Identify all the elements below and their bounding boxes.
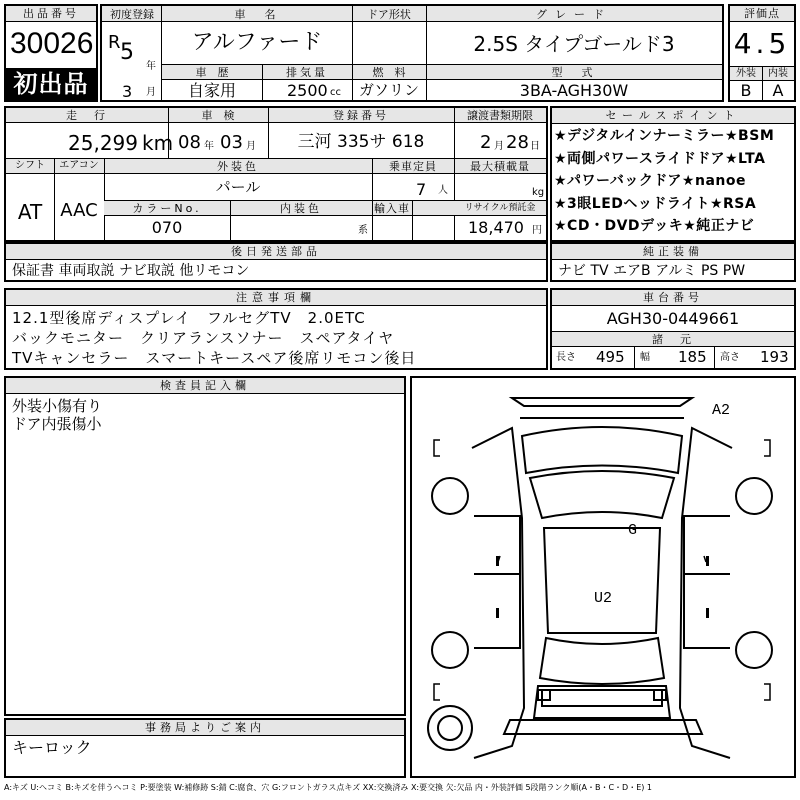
notes-label: 注意事項欄	[6, 290, 546, 306]
selling-points-box	[550, 106, 796, 242]
score-label: 評価点	[730, 6, 794, 22]
first-listing-badge	[6, 68, 96, 100]
selling-point-5: ★CD・DVDデッキ★純正ナビ	[554, 218, 755, 234]
width-value: 185	[678, 348, 707, 366]
selling-point-3: ★パワーバックドア★nanoe	[554, 173, 746, 189]
chassis-box	[550, 288, 796, 370]
first-listing-text: 初出品	[13, 70, 89, 98]
notes-box	[4, 288, 548, 370]
capacity-unit: 人	[438, 185, 448, 196]
ac-value: AAC	[60, 200, 98, 221]
mileage-value: 25,299	[68, 131, 138, 155]
transfer-month: 2	[480, 132, 492, 153]
import-label: 輸入車	[374, 202, 410, 215]
dimensions-label: 諸 元	[552, 332, 794, 347]
inspection-label: 車 検	[201, 109, 235, 122]
first-reg-month: 3	[122, 82, 133, 101]
interior-grade: A	[772, 81, 784, 100]
inspector-box	[4, 376, 406, 716]
shift-value: AT	[17, 200, 43, 224]
hood-outline	[522, 427, 682, 473]
first-reg-year-unit: 年	[146, 61, 156, 72]
front-bumper-outline	[512, 398, 692, 406]
wheel-right-front	[736, 478, 772, 514]
width-label: 幅	[640, 352, 650, 363]
selling-point-1: ★デジタルインナーミラー★BSM	[554, 128, 775, 144]
genuine-equipment-box	[550, 242, 796, 282]
later-parts-value: 保証書 車両取説 ナビ取説 他リモコン	[12, 263, 250, 279]
fuel-value: ガソリン	[358, 81, 419, 99]
displacement-label: 排気量	[286, 66, 328, 79]
recycle-label: リサイクル預託金	[464, 203, 536, 213]
lot-number: 30026	[10, 27, 94, 60]
car-name-value: アルファード	[191, 30, 323, 55]
color-no-label: カラーNo.	[132, 202, 202, 215]
mileage-unit: km	[142, 131, 174, 155]
selling-points-label: セールスポイント	[552, 108, 794, 124]
mark-u2: U2	[594, 590, 613, 607]
capacity-label: 乗車定員	[389, 160, 437, 173]
door-label: ドア形状	[367, 8, 411, 21]
transfer-month-unit: 月	[494, 141, 504, 152]
notes-line-3: TVキャンセラー スマートキースペア後席リモコン後日	[12, 349, 417, 367]
shift-label: シフト	[15, 160, 45, 171]
history-value: 自家用	[187, 81, 236, 100]
inspector-label: 検査員記入欄	[6, 378, 404, 394]
grade-value: 2.5S タイプゴールド3	[473, 32, 675, 56]
inspection-month-unit: 月	[246, 141, 256, 152]
int-color-label: 内装色	[280, 202, 322, 215]
inspection-year-unit: 年	[204, 141, 214, 152]
vehicle-header-box	[100, 4, 724, 102]
mark-g: G	[628, 522, 638, 539]
windshield-outline	[530, 471, 674, 518]
ext-color-value: パール	[215, 178, 261, 196]
wheel-left-front	[432, 478, 468, 514]
displacement-unit: cc	[330, 87, 341, 98]
ext-color-label: 外装色	[217, 160, 259, 173]
rear-bumper-lower	[504, 720, 702, 734]
max-load-label: 最大積載量	[470, 160, 530, 173]
chassis-value: AGH30-0449661	[606, 309, 740, 328]
lot-box	[4, 4, 98, 102]
max-load-unit: kg	[532, 187, 545, 198]
later-parts-box	[4, 242, 548, 282]
recycle-value: 18,470	[468, 218, 524, 237]
transfer-day: 28	[506, 132, 529, 153]
car-diagram-box	[410, 376, 796, 778]
car-diagram	[412, 378, 794, 776]
selling-point-4: ★3眼LEDヘッドライト★RSA	[554, 196, 757, 212]
inspector-line-1: 外装小傷有り	[12, 397, 103, 415]
transfer-label: 譲渡書類期限	[467, 109, 533, 122]
capacity-value: 7	[416, 180, 427, 199]
selling-point-2: ★両側パワースライドドア★LTA	[554, 151, 766, 167]
info-box	[4, 106, 548, 242]
color-no-value: 070	[151, 218, 183, 237]
genuine-equipment-label: 純正装備	[552, 244, 794, 260]
plate-label: 登録番号	[333, 109, 389, 122]
recycle-unit: 円	[532, 225, 542, 236]
height-label: 高さ	[720, 352, 740, 363]
office-box	[4, 718, 406, 778]
spare-wheel	[428, 706, 472, 750]
inspection-month: 03	[220, 132, 243, 153]
lot-label: 出品番号	[6, 6, 96, 22]
notes-line-1: 12.1型後席ディスプレイ フルセグTV 2.0ETC	[12, 309, 366, 327]
first-reg-label: 初度登録	[110, 8, 154, 21]
genuine-equipment-value: ナビ TV エアB アルミ PS PW	[558, 263, 746, 279]
chassis-label: 車台番号	[552, 290, 794, 306]
wheel-left-rear	[432, 632, 468, 668]
rear-bumper-outline	[542, 690, 662, 706]
office-label: 事務局よりご案内	[6, 720, 404, 736]
score-box	[728, 4, 796, 102]
rear-window-outline	[540, 638, 664, 684]
body-outline-right	[680, 428, 732, 758]
transfer-day-unit: 日	[530, 141, 540, 152]
length-value: 495	[596, 348, 625, 366]
inspection-year: 08	[178, 132, 201, 153]
fuel-label: 燃 料	[372, 66, 406, 79]
model-code-label: 型 式	[551, 66, 597, 79]
first-reg-month-unit: 月	[146, 87, 156, 98]
height-value: 193	[760, 348, 789, 366]
later-parts-label: 後日発送部品	[6, 244, 546, 260]
history-label: 車 歴	[195, 66, 229, 79]
length-label: 長さ	[556, 352, 576, 363]
inspector-line-2: ドア内張傷小	[12, 415, 102, 433]
int-color-unit: 系	[358, 225, 368, 236]
notes-line-2: バックモニター クリアランスソナー スペアタイヤ	[12, 329, 395, 347]
exterior-label: 外装	[736, 68, 756, 79]
first-reg-era: R	[108, 32, 121, 53]
body-outline-left	[472, 428, 524, 758]
displacement-value: 2500	[287, 81, 328, 100]
office-value: キーロック	[12, 738, 92, 757]
car-name-label: 車 名	[234, 8, 280, 21]
roof-outline	[544, 528, 660, 633]
interior-label: 内装	[768, 68, 788, 79]
ac-label: エアコン	[59, 160, 99, 171]
exterior-grade: B	[740, 81, 752, 100]
model-code-value: 3BA-AGH30W	[519, 81, 629, 100]
plate-value: 三河 335サ 618	[297, 132, 425, 152]
grade-label: グレード	[536, 8, 612, 21]
mileage-label: 走 行	[66, 109, 108, 122]
wheel-right-rear	[736, 632, 772, 668]
legend-footer: A:キズ U:ヘコミ B:キズを伴うヘコミ P:要塗装 W:補修跡 S:錆 C:腐食、穴 G:フロントガラス点キズ XX:交換済み X:要交換 欠:欠品 内・外装評価 5段階ランク順(A・B・C・D・E) 1	[4, 783, 653, 792]
mark-a2: A2	[712, 402, 731, 419]
score-value: 4.5	[733, 27, 791, 60]
first-reg-year: 5	[120, 40, 134, 65]
